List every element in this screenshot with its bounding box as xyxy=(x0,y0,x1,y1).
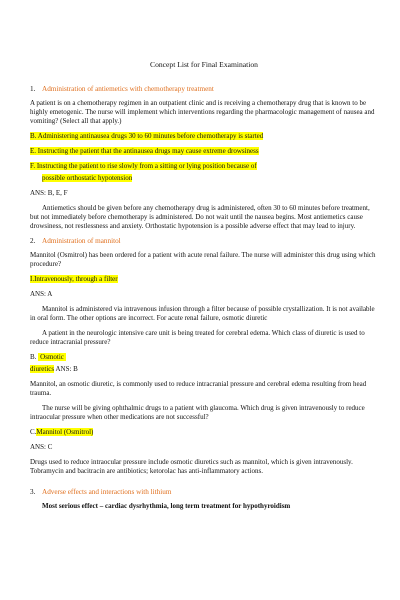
rationale-text: Mannitol is administered via intravenous infusion through a filter because of possible crystallization. It is not available in oral form. The other options are incorrect. For acute renal failure, osmotic diuretic xyxy=(30,305,375,322)
section-1-heading xyxy=(30,85,378,93)
section-number: 2. xyxy=(30,237,36,245)
rationale-text: Antiemetics should be given before any chemotherapy drug is administered, often 30 to 60 minutes before treatment, but not immediately before chemotherapy is administered. Do not wait until the nausea begins. Most antiemetics cause drowsiness, not restlessness and anxiety. Orthostatic hypotension is a possible adverse effect that may lead to injury. xyxy=(30,204,370,230)
section-number: 3. xyxy=(30,488,36,496)
answer-option: F. Instructing the patient to rise slowly from a sitting or lying position because of xyxy=(30,162,257,170)
answer-option: I.Intravenously, through a filter xyxy=(30,275,118,283)
question-text: Mannitol (Osmitrol) has been ordered for a patient with acute renal failure. The nurse will administer this drug using which procedure? xyxy=(30,251,376,268)
section-title: Administration of mannitol xyxy=(42,237,121,245)
question-text: A patient is on a chemotherapy regimen in an outpatient clinic and is receiving a chemotherapy drug that is known to be highly emetogenic. The nurse will implement which interventions regarding the pharmacologic management of nausea and vomiting? (Select all that apply.) xyxy=(30,99,375,125)
section-title: Administration of antiemetics with chemotherapy treatment xyxy=(42,85,214,93)
answer-option: B. Administering antinausea drugs 30 to 60 minutes before chemotherapy is started xyxy=(30,132,264,140)
section-3-heading xyxy=(30,488,378,496)
answer-option: E. Instructing the patient that the antinausea drugs may cause extreme drowsiness xyxy=(30,147,259,155)
answer-option: B. Osmotic xyxy=(30,353,64,361)
answer-option: C.Mannitol (Osmitrol) xyxy=(30,428,94,436)
section-number: 1. xyxy=(30,85,36,93)
section-2-heading xyxy=(30,237,378,245)
rationale-text: Drugs used to reduce intraocular pressure include osmotic diuretics such as mannitol, which is given intravenously. Tobramycin and bacitracin are antibiotics; ketorolac has anti-inflammatory actions. xyxy=(30,458,353,475)
question-text: The nurse will be giving ophthalmic drugs to a patient with glaucoma. Which drug is given intravenously to reduce intraocular pressure when other medications are not successful? xyxy=(30,404,365,421)
document-page xyxy=(30,0,378,517)
answer-key: ANS: B, E, F xyxy=(30,189,68,197)
rationale-text: Mannitol, an osmotic diuretic, is commonly used to reduce intracranial pressure and cerebral edema resulting from head trauma. xyxy=(30,380,367,397)
section-title: Adverse effects and interactions with lithium xyxy=(42,488,172,496)
question-text: A patient in the neurologic intensive care unit is being treated for cerebral edema. Which class of diuretic is used to reduce intracranial pressure? xyxy=(30,329,365,346)
answer-key: ANS: A xyxy=(30,290,53,298)
page-title: Concept List for Final Examination xyxy=(150,60,258,69)
answer-key: ANS: C xyxy=(30,443,53,451)
answer-option-continued: possible orthostatic hypotension xyxy=(42,174,133,182)
answer-key: ANS: B xyxy=(54,365,78,373)
answer-option-continued: diuretics ANS: B xyxy=(30,365,78,373)
key-point: Most serious effect – cardiac dysrhythmia, long term treatment for hypothyroidism xyxy=(42,502,291,510)
